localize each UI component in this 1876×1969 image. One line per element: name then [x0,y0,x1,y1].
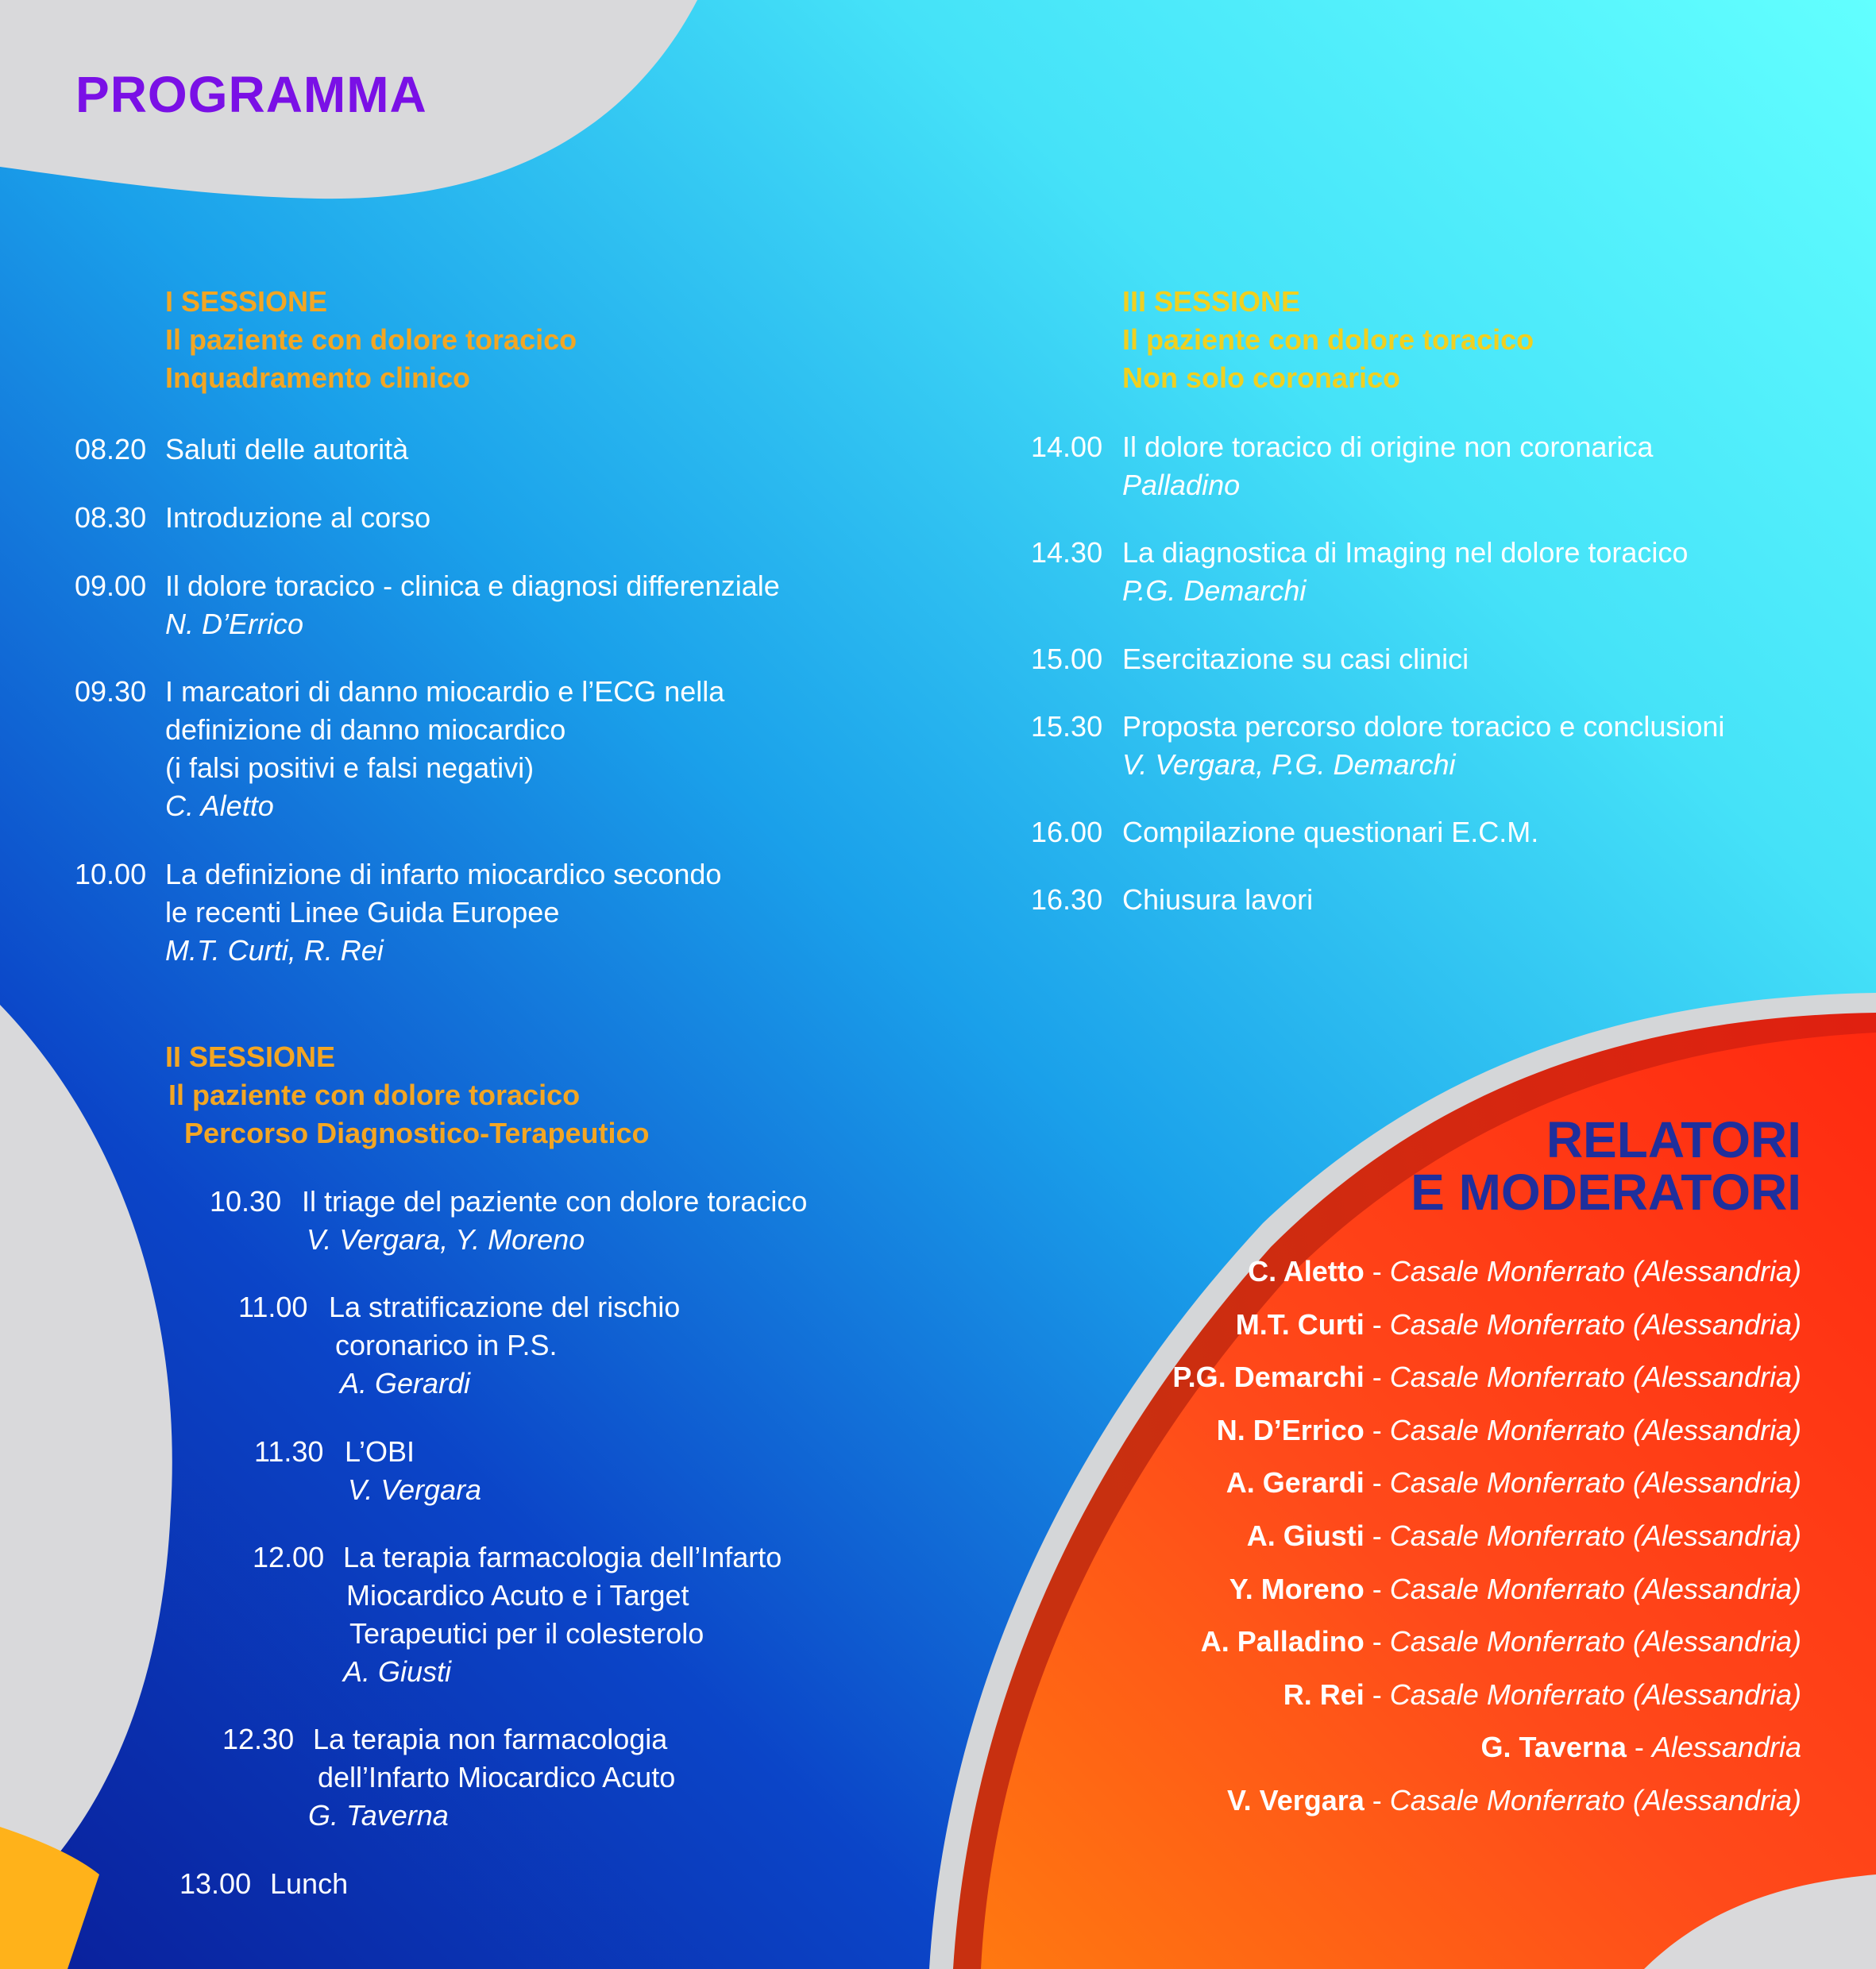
program-time: 14.00 [1031,430,1103,463]
speaker-row: C. Aletto - Casale Monferrato (Alessandria) [1248,1255,1801,1288]
program-time: 14.30 [1031,536,1103,569]
session3-topic: Il paziente con dolore toracico [1122,323,1534,356]
speaker-row: A. Giusti - Casale Monferrato (Alessandria) [1246,1519,1801,1552]
speaker-location: Casale Monferrato (Alessandria) [1389,1783,1801,1816]
session3-heading [1122,283,1534,397]
session1-topic: Il paziente con dolore toracico [165,323,577,356]
program-time: 09.30 [75,675,147,708]
program-title: I marcatori di danno miocardio e l’ECG nella [165,675,725,708]
session3-label: III SESSIONE [1122,285,1301,318]
program-title: Compilazione questionari E.C.M. [1122,816,1539,848]
speaker-row: P.G. Demarchi - Casale Monferrato (Alessandria) [1172,1361,1801,1394]
session1-subtopic: Inquadramento clinico [165,361,471,394]
program-time: 08.30 [75,501,147,534]
session2-heading [165,1038,649,1152]
program-speaker: V. Vergara, Y. Moreno [307,1223,585,1256]
session1-heading [165,283,577,397]
session2-topic: Il paziente con dolore toracico [168,1079,581,1111]
program-title-line: Terapeutici per il colesterolo [349,1617,704,1650]
program-time: 09.00 [75,569,147,602]
program-time: 15.00 [1031,643,1103,675]
speakers-list [1087,1245,1801,1828]
speaker-row: M.T. Curti - Casale Monferrato (Alessandria) [1235,1307,1801,1341]
speaker-name: A. Palladino [1200,1625,1365,1658]
program-title: La definizione di infarto miocardico secondo [165,858,722,890]
program-title: Introduzione al corso [165,501,431,534]
program-title-line: definizione di danno miocardico [165,713,566,746]
program-speaker: N. D’Errico [165,608,304,640]
program-title: Proposta percorso dolore toracico e conclusioni [1122,710,1725,743]
speaker-name: R. Rei [1283,1678,1365,1711]
speaker-name: C. Aletto [1248,1255,1365,1288]
program-speaker: C. Aletto [165,790,274,822]
program-title-line: coronarico in P.S. [335,1329,558,1361]
speaker-name: M.T. Curti [1235,1307,1365,1341]
speaker-location: Casale Monferrato (Alessandria) [1389,1466,1801,1500]
speaker-row: R. Rei - Casale Monferrato (Alessandria) [1283,1678,1801,1711]
speaker-location: Casale Monferrato (Alessandria) [1389,1625,1801,1658]
speaker-location: Alessandria [1651,1731,1801,1764]
speaker-row: A. Palladino - Casale Monferrato (Alessandria) [1200,1625,1801,1658]
program-speaker: V. Vergara, P.G. Demarchi [1122,748,1456,781]
program-time: 11.30 [254,1435,324,1468]
program-time: 08.20 [75,433,147,465]
program-title-line: dell’Infarto Miocardico Acuto [318,1761,676,1793]
program-title-line: le recenti Linee Guida Europee [165,896,560,929]
program-time: 10.30 [210,1185,282,1218]
speaker-name: A. Gerardi [1226,1466,1365,1500]
speaker-location: Casale Monferrato (Alessandria) [1389,1255,1801,1288]
program-title-line: (i falsi positivi e falsi negativi) [165,751,535,784]
program-time: 16.30 [1031,883,1103,916]
speakers-title [1411,1111,1801,1221]
speaker-name: N. D’Errico [1216,1413,1365,1446]
program-time: 16.00 [1031,816,1103,848]
program-speaker: A. Gerardi [340,1367,471,1400]
program-title: Lunch [270,1867,349,1900]
program-speaker: P.G. Demarchi [1122,574,1307,607]
program-title: La stratificazione del rischio [329,1291,681,1323]
speaker-name: V. Vergara [1226,1783,1365,1816]
speaker-location: Casale Monferrato (Alessandria) [1389,1361,1801,1394]
program-title: Il dolore toracico di origine non coronarica [1122,430,1654,463]
program-speaker: V. Vergara [348,1473,482,1506]
speaker-location: Casale Monferrato (Alessandria) [1389,1413,1801,1446]
speaker-name: G. Taverna [1480,1731,1627,1764]
program-title: Il triage del paziente con dolore toracico [302,1185,808,1218]
program-title: L’OBI [345,1435,415,1468]
program-time: 11.00 [238,1291,308,1323]
speaker-name: A. Giusti [1246,1519,1365,1552]
speaker-location: Casale Monferrato (Alessandria) [1389,1307,1801,1341]
program-speaker: A. Giusti [343,1655,452,1688]
program-time: 12.00 [253,1541,325,1573]
session1-label: I SESSIONE [165,285,328,318]
program-title: Esercitazione su casi clinici [1122,643,1469,675]
program-time: 15.30 [1031,710,1103,743]
program-speaker: Palladino [1122,469,1241,501]
speaker-row: Y. Moreno - Casale Monferrato (Alessandria) [1229,1572,1801,1605]
program-title: Il dolore toracico - clinica e diagnosi differenziale [165,569,780,602]
program-title: La terapia farmacologia dell’Infarto [343,1541,782,1573]
program-speaker: G. Taverna [308,1799,449,1832]
speaker-name: Y. Moreno [1229,1572,1365,1605]
program-time: 10.00 [75,858,147,890]
page-title: PROGRAMMA [75,66,427,123]
speakers-title-line: RELATORI [1546,1111,1801,1168]
program-title: Saluti delle autorità [165,433,409,465]
program-time: 12.30 [222,1723,295,1755]
speaker-row: V. Vergara - Casale Monferrato (Alessandria) [1226,1783,1801,1816]
speaker-location: Casale Monferrato (Alessandria) [1389,1519,1801,1552]
program-speaker: M.T. Curti, R. Rei [165,934,384,967]
program-title-line: Miocardico Acuto e i Target [346,1579,689,1612]
speakers-title-line: E MODERATORI [1411,1164,1801,1221]
program-time: 13.00 [179,1867,252,1900]
speaker-row: N. D’Errico - Casale Monferrato (Alessandria) [1216,1413,1801,1446]
speaker-row: A. Gerardi - Casale Monferrato (Alessandria) [1226,1466,1801,1500]
session3-subtopic: Non solo coronarico [1122,361,1401,394]
speaker-row: G. Taverna - Alessandria [1480,1731,1801,1764]
speaker-location: Casale Monferrato (Alessandria) [1389,1678,1801,1711]
session2-subtopic: Percorso Diagnostico-Terapeutico [184,1117,650,1149]
program-title: La terapia non farmacologia [313,1723,668,1755]
speaker-location: Casale Monferrato (Alessandria) [1389,1572,1801,1605]
program-title: La diagnostica di Imaging nel dolore toracico [1122,536,1689,569]
speaker-name: P.G. Demarchi [1172,1361,1365,1394]
session2-label: II SESSIONE [165,1040,336,1073]
program-title: Chiusura lavori [1122,883,1314,916]
